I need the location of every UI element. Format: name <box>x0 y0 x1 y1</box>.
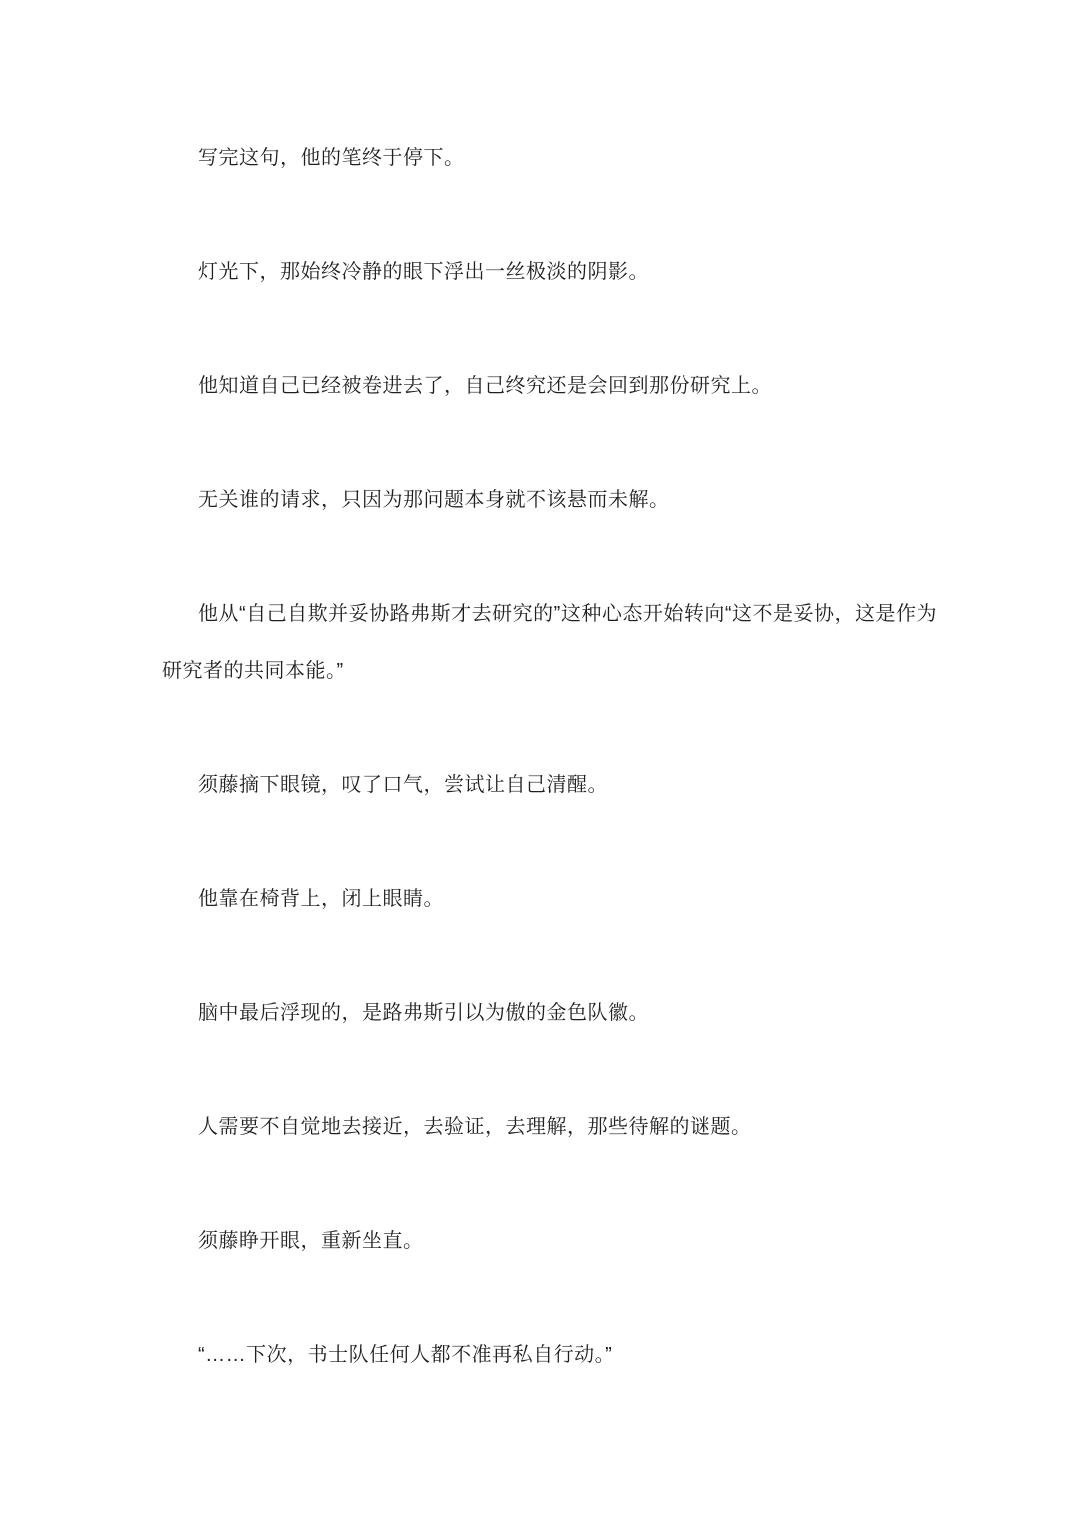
paragraph-10: 须藤睁开眼，重新坐直。 <box>198 1230 424 1252</box>
paragraph-11: “……下次，书士队任何人都不准再私自行动。” <box>198 1344 613 1366</box>
paragraph-7: 他靠在椅背上，闭上眼睛。 <box>198 888 444 910</box>
paragraph-9: 人需要不自觉地去接近，去验证，去理解，那些待解的谜题。 <box>198 1116 752 1138</box>
paragraph-8: 脑中最后浮现的，是路弗斯引以为傲的金色队徽。 <box>198 1002 649 1024</box>
paragraph-2: 灯光下，那始终冷静的眼下浮出一丝极淡的阴影。 <box>198 261 649 283</box>
paragraph-1: 写完这句，他的笔终于停下。 <box>198 147 465 169</box>
paragraph-6: 须藤摘下眼镜，叹了口气，尝试让自己清醒。 <box>198 774 608 796</box>
paragraph-5: 他从“自己自欺并妥协路弗斯才去研究的”这种心态开始转向“这不是妥协，这是作为研究者的共同本能。” <box>162 603 937 682</box>
text-column <box>162 130 942 1384</box>
paragraph-4: 无关谁的请求，只因为那问题本身就不该悬而未解。 <box>198 489 670 511</box>
paragraph-3: 他知道自己已经被卷进去了，自己终究还是会回到那份研究上。 <box>198 375 772 397</box>
